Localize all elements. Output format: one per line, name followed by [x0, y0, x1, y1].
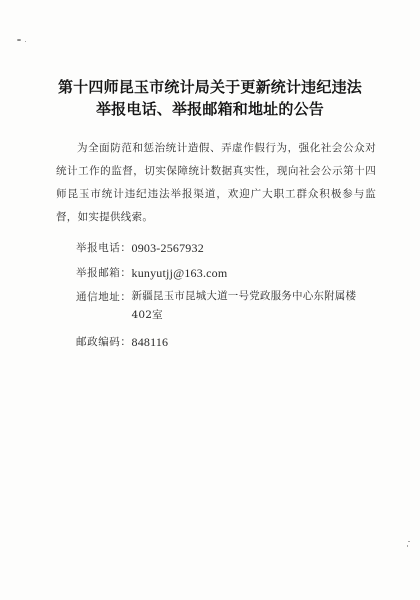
title-line-1: 第十四师昆玉市统计局关于更新统计违纪违法 — [57, 78, 362, 96]
notice-title — [30, 76, 390, 120]
phone-label: 举报电话： — [76, 242, 132, 254]
mailing-address: 新疆昆玉市昆城大道一号党政服务中心东附属楼402室 — [131, 290, 357, 321]
phone-number: 0903-2567932 — [131, 241, 204, 255]
postcode-label: 邮政编码： — [76, 335, 132, 348]
postal-code: 848116 — [131, 334, 169, 349]
email-address: kunyutjj@163.com — [131, 265, 228, 280]
contact-address-row — [76, 289, 376, 325]
scan-speck — [408, 541, 410, 542]
scan-speck — [25, 41, 26, 42]
scan-speck — [407, 545, 408, 547]
scan-speck — [17, 39, 21, 41]
email-label: 举报邮箱： — [76, 266, 132, 279]
contact-list — [76, 240, 376, 358]
address-label: 通信地址： — [76, 291, 132, 303]
title-line-2: 举报电话、举报邮箱和地址的公告 — [95, 100, 324, 118]
contact-email-row — [76, 265, 376, 281]
notice-body: 为全面防范和惩治统计造假、弄虚作假行为，强化社会公众对统计工作的监督，切实保障统计数据真实性，现向社会公示第十四师昆玉市统计违纪违法举报渠道，欢迎广大职工群众积极参与监督，如实提供线索。 — [56, 142, 376, 223]
contact-phone-row — [76, 240, 376, 256]
contact-postcode-row — [76, 334, 376, 350]
